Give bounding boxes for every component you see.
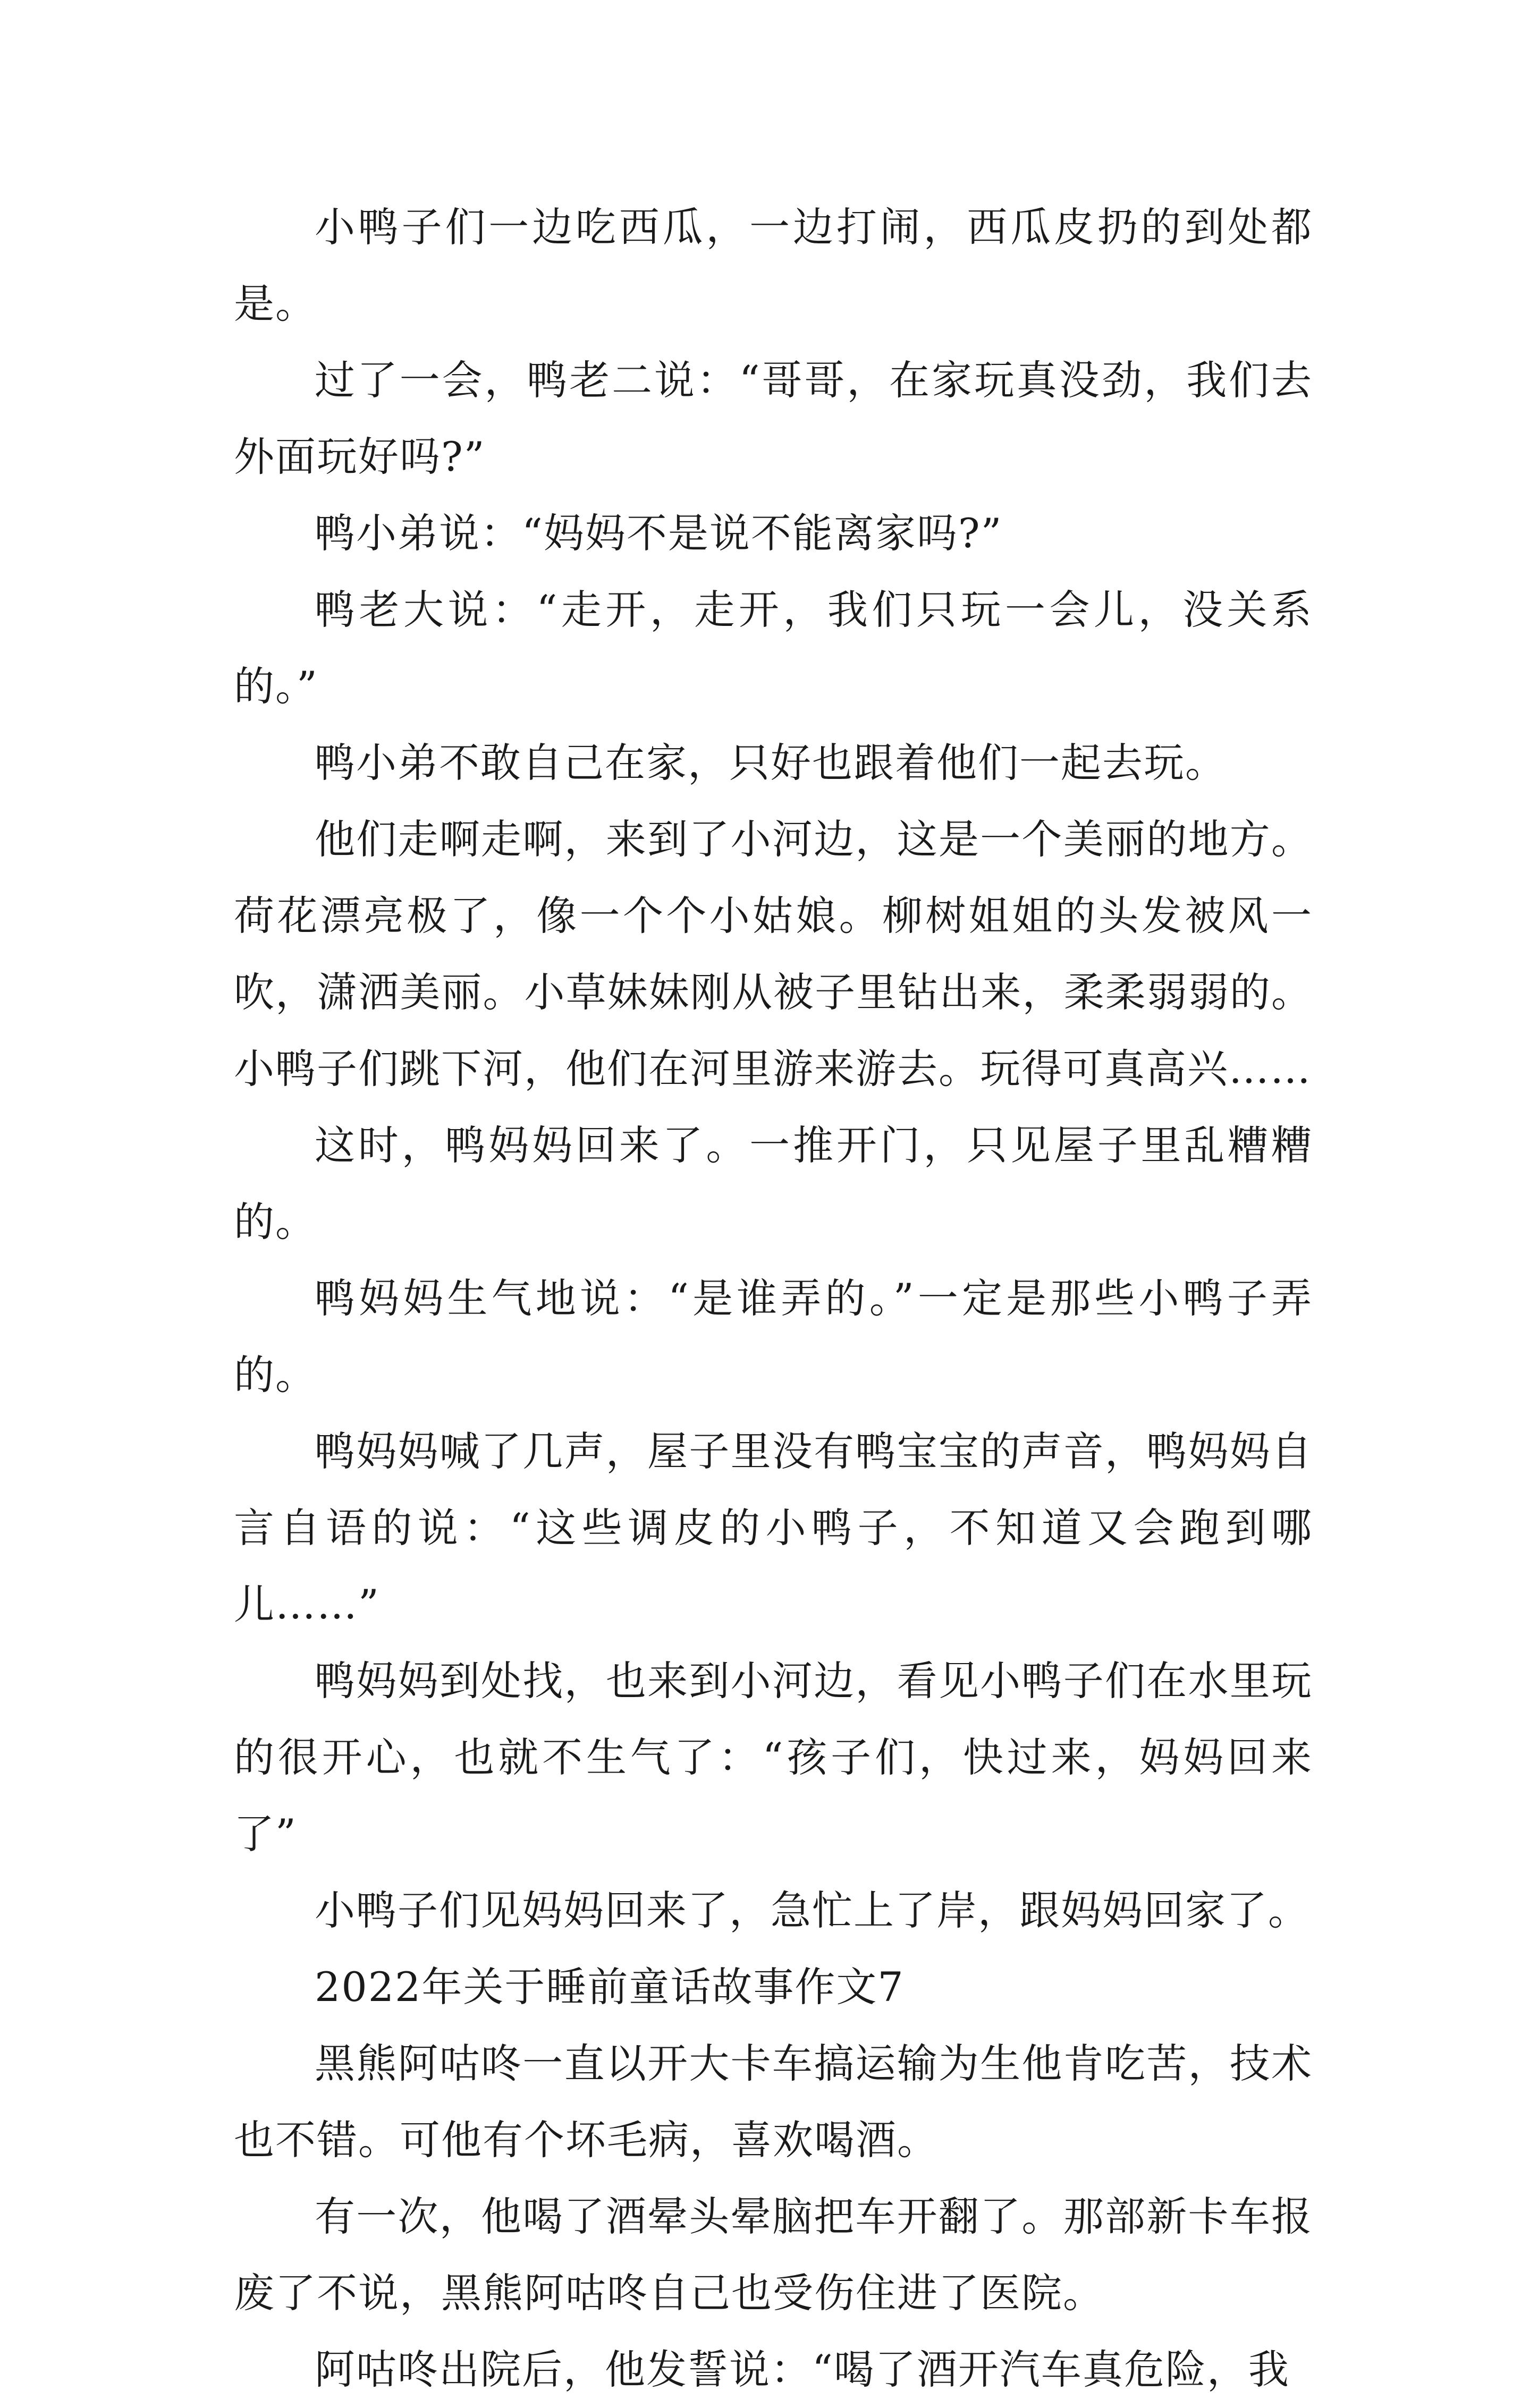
- document-body: [234, 189, 1313, 2408]
- paragraph: 鸭老大说：“走开，走开，我们只玩一会儿，没关系的。”: [234, 586, 1313, 710]
- section-heading: 2022年关于睡前童话故事作文7: [315, 1963, 905, 2011]
- paragraph: 鸭小弟说：“妈妈不是说不能离家吗?”: [315, 510, 1003, 557]
- paragraph: 小鸭子们见妈妈回来了，急忙上了岸，跟妈妈回家了。: [315, 1887, 1309, 1934]
- paragraph: 鸭妈妈到处找，也来到小河边，看见小鸭子们在水里玩的很开心，也就不生气了：“孩子们，快过来，妈妈回来了”: [234, 1657, 1313, 1858]
- paragraph: 鸭妈妈喊了几声，屋子里没有鸭宝宝的声音，鸭妈妈自言自语的说：“这些调皮的小鸭子，不知道又会跑到哪儿……”: [234, 1428, 1313, 1628]
- paragraph: 小鸭子们一边吃西瓜，一边打闹，西瓜皮扔的到处都是。: [234, 204, 1313, 327]
- paragraph: 过了一会，鸭老二说：“哥哥，在家玩真没劲，我们去外面玩好吗?”: [234, 357, 1313, 480]
- paragraph: 这时，鸭妈妈回来了。一推开门，只见屋子里乱糟糟的。: [234, 1122, 1313, 1245]
- paragraph: 他们走啊走啊，来到了小河边，这是一个美丽的地方。荷花漂亮极了，像一个个小姑娘。柳树姐姐的头发被风一吹，潇洒美丽。小草妹妹刚从被子里钻出来，柔柔弱弱的。小鸭子们跳下河，他们在河里游来游去。玩得可真高兴……: [234, 816, 1313, 1092]
- paragraph: 黑熊阿咕咚一直以开大卡车搞运输为生他肯吃苦，技术也不错。可他有个坏毛病，喜欢喝酒。: [234, 2040, 1313, 2164]
- paragraph: 阿咕咚出院后，他发誓说：“喝了酒开汽车真危险，我: [315, 2346, 1290, 2393]
- paragraph: 鸭小弟不敢自己在家，只好也跟着他们一起去玩。: [315, 739, 1227, 786]
- paragraph: 有一次，他喝了酒晕头晕脑把车开翻了。那部新卡车报废了不说，黑熊阿咕咚自己也受伤住进了医院。: [234, 2193, 1313, 2317]
- paragraph: 鸭妈妈生气地说：“是谁弄的。”一定是那些小鸭子弄的。: [234, 1275, 1313, 1398]
